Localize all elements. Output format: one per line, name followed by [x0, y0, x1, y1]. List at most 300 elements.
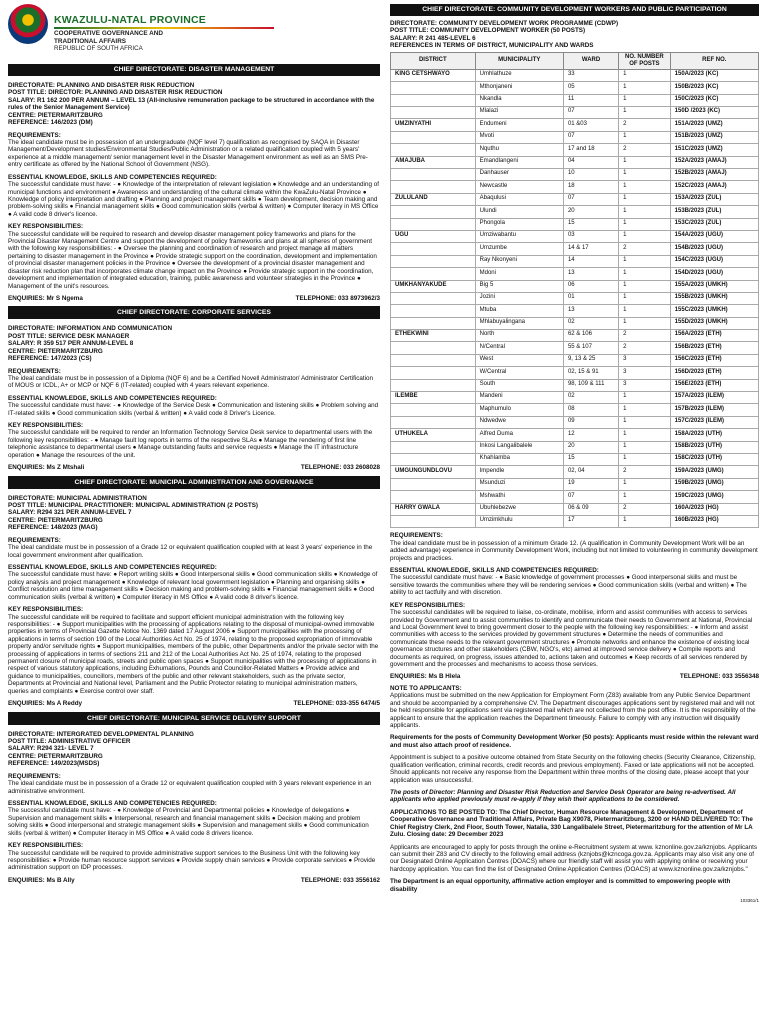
cell-district	[391, 404, 476, 416]
cell-posts: 1	[619, 131, 671, 143]
cell-ward: 9, 13 & 25	[563, 354, 618, 366]
equal-opportunity-statement: The Department is an equal opportunity, affirmative action employer and is committed to empowering people with disability	[390, 878, 731, 893]
cell-district	[391, 342, 476, 354]
cell-district	[391, 515, 476, 527]
cell-ref: 157C/2023 (ILEM)	[670, 416, 758, 428]
table-row	[391, 441, 759, 453]
cell-district: AMAJUBA	[391, 156, 476, 168]
salary-line: SALARY: R294 321- LEVEL 7	[8, 745, 94, 753]
section-body	[8, 76, 380, 307]
cell-district	[391, 131, 476, 143]
postal-address: APPLICATIONS TO BE POSTED TO: The Chief Director, Human Resource Management & Development, Department of Cooperative Governance and Traditional Affairs, Private Bag X9078, Pietermaritzburg, 3200 or HAND DELIVERED TO: The Chief Registry Clerk, 2nd Floor, South Tower, Natalia, 330 Langalibalele Street, Pietermaritzburg for the attention of Mr LA Zulu. Closing date: 29 December 2023	[390, 808, 753, 839]
cell-posts: 1	[619, 230, 671, 242]
cell-ref: 160A/2023 (HG)	[670, 503, 758, 515]
cell-municipality: Mlalazi	[475, 107, 563, 119]
cell-ref: 157B/2023 (ILEM)	[670, 404, 758, 416]
country-name: REPUBLIC OF SOUTH AFRICA	[54, 45, 143, 53]
cell-municipality: Big 5	[475, 280, 563, 292]
table-header-row	[391, 52, 759, 69]
dept-line-1: COOPERATIVE GOVERNANCE AND	[54, 30, 164, 38]
cell-posts: 2	[619, 330, 671, 342]
cell-posts: 3	[619, 379, 671, 391]
references-line: REFERENCES IN TERMS OF DISTRICT, MUNICIPALITY AND WARDS	[390, 42, 594, 50]
competencies-heading: ESSENTIAL KNOWLEDGE, SKILLS AND COMPETENCIES REQUIRED:	[8, 394, 217, 402]
cell-ref: 154A/2023 (UGU)	[670, 230, 758, 242]
competencies	[8, 800, 380, 837]
right-column	[390, 0, 759, 903]
table-row	[391, 206, 759, 218]
cell-ward: 01	[563, 292, 618, 304]
cell-posts: 1	[619, 94, 671, 106]
cell-ref: 156E/2023 (ETH)	[670, 379, 758, 391]
cell-ref: 158A/2023 (UTH)	[670, 429, 758, 441]
cell-district	[391, 181, 476, 193]
cell-posts: 1	[619, 168, 671, 180]
competencies	[8, 564, 380, 601]
requirements	[8, 368, 380, 390]
table-row	[391, 168, 759, 180]
cell-municipality: Ray Nkonyeni	[475, 255, 563, 267]
telephone: TELEPHONE: 033 3556162	[300, 876, 380, 884]
cell-municipality: Mdoni	[475, 268, 563, 280]
cell-district: HARRY GWALA	[391, 503, 476, 515]
post-title-line: POST TITLE: COMMUNITY DEVELOPMENT WORKER (50 POSTS)	[390, 27, 586, 35]
cell-posts: 1	[619, 218, 671, 230]
reference-line: REFERENCE: 146/2023 (DM)	[8, 119, 93, 127]
cell-district	[391, 416, 476, 428]
col-municipality: MUNICIPALITY	[475, 52, 563, 69]
post-title-line: POST TITLE: ADMINISTRATIVE OFFICER	[8, 738, 131, 746]
contact-row	[8, 295, 380, 302]
cell-ref: 153A/2023 (ZUL)	[670, 193, 758, 205]
salary-line: SALARY: R1 162 200 PER ANNUM – LEVEL 13 (All-inclusive remuneration package to be structured in accordance with the rules of the Senior Management Service)	[8, 96, 375, 112]
section-municipal-service-delivery	[8, 713, 380, 889]
table-row	[391, 404, 759, 416]
requirements	[8, 132, 380, 169]
document-code: 103361/1	[740, 898, 759, 904]
cell-ref: 154D/2023 (UGU)	[670, 268, 758, 280]
cell-district	[391, 243, 476, 255]
cell-municipality: Mhlabuyalingana	[475, 317, 563, 329]
section-heading: CHIEF DIRECTORATE: CORPORATE SERVICES	[8, 307, 380, 319]
cell-ward: 06	[563, 280, 618, 292]
cell-ward: 55 & 107	[563, 342, 618, 354]
cell-ref: 152B/2023 (AMAJ)	[670, 168, 758, 180]
table-row	[391, 119, 759, 131]
post-title-line: POST TITLE: DIRECTOR: PLANNING AND DISASTER RISK REDUCTION	[8, 89, 223, 97]
cell-municipality: Nquthu	[475, 144, 563, 156]
centre-line: CENTRE: PIETERMARITZBURG	[8, 752, 103, 760]
cell-ward: 20	[563, 206, 618, 218]
competencies	[390, 567, 759, 597]
cell-municipality: Khahlamba	[475, 453, 563, 465]
cell-posts: 2	[619, 144, 671, 156]
cdwp-post-details	[390, 16, 759, 52]
cell-district: UGU	[391, 230, 476, 242]
cell-district	[391, 168, 476, 180]
table-row	[391, 317, 759, 329]
cell-ward: 07	[563, 491, 618, 503]
cell-ward: 07	[563, 131, 618, 143]
table-row	[391, 416, 759, 428]
cell-municipality: Mshwathi	[475, 491, 563, 503]
cell-posts: 1	[619, 255, 671, 267]
enquiries: ENQUIRIES: Ms B Ally	[8, 876, 75, 884]
directorate-line: DIRECTORATE: INFORMATION AND COMMUNICATION	[8, 325, 173, 333]
cell-district	[391, 453, 476, 465]
cell-posts: 1	[619, 416, 671, 428]
cell-posts: 1	[619, 156, 671, 168]
table-row	[391, 181, 759, 193]
cdw-residence-requirement: Requirements for the posts of Community Development Worker (50 posts): Applicants must reside within the relevant ward and must also attach proof of residence.	[390, 734, 759, 749]
note-to-applicants	[390, 685, 759, 730]
salary-line: SALARY: R294 321 PER ANNUM-LEVEL 7	[8, 509, 132, 517]
cell-ward: 07	[563, 107, 618, 119]
cell-posts: 2	[619, 342, 671, 354]
responsibilities-text: The successful candidate will be required to facilitate and support efficient municipal administration with the following key responsibilities: - ● Support municipalities with the processing of applications relating to the disposal of municipal-owned immovable properties in terms of Provincial Gazette Notice No. 1369 dated 17 August 2006 ● Support municipalities with the processing of applications in terms of section 190 of the Local Authorities Act No. 25 of 1974, relating to the proposed expropriation of immovable property and/or servitude rights ● Support municipalities, members of the public, other Departments and/or the private sector with the processing of applications in terms of sections 211 and 212 of the Local Authorities Act No. 25 of 1974, relating to the proposed permanent closure of municipal roads, streets and public open spaces ● Support municipalities with the processing of applications in respect of various statutory applications, including Exhumations, Pounds and Councillor-Related Matters ● Provide advice and guidance to municipalities, councillors, members of the public and other relevant stakeholders, such as the private sector, Departments at Provincial and National level, Parliament and the Public Protector relating to municipal administration matters, queries and complaints ● Exercise control over staff.	[8, 613, 379, 695]
cell-ref: 156D/2023 (ETH)	[670, 367, 758, 379]
cell-ref: 155D/2023 (UMKH)	[670, 317, 758, 329]
contact-row	[390, 673, 759, 680]
cell-ref: 151A/2023 (UMZ)	[670, 119, 758, 131]
cell-municipality: Umzumbe	[475, 243, 563, 255]
note-text: Applications must be submitted on the new Application for Employment Form (Z83) available from any Public Service Department and should be accompanied by a comprehensive CV. The Department discourages applications sent by registered mail and will not be held responsible for applications sent via registered mail which are not collected from the post office. It is the responsibility of the applicant to ensure that the application reaches the Department timeously. Failure to comply with any instruction will disqualify applicants.	[390, 692, 756, 730]
cell-municipality: Jozini	[475, 292, 563, 304]
cell-ward: 15	[563, 453, 618, 465]
post-title-line: POST TITLE: SERVICE DESK MANAGER	[8, 332, 130, 340]
responsibilities-text: The successful candidate will be required to render an Information Technology Service Desk service to departmental users with the following key responsibilities: - ● Manage fault log reports in terms of the respective SLAs ● Manage the rendering of first line telephonic assistance to departmental users ● Manage outstanding faults and service requests ● Manage the IT infrastructure operation ● Manage the resources of the unit.	[8, 429, 373, 459]
cell-ward: 17 and 18	[563, 144, 618, 156]
competencies-heading: ESSENTIAL KNOWLEDGE, SKILLS AND COMPETENCIES REQUIRED:	[8, 563, 217, 571]
cell-municipality: Newcastle	[475, 181, 563, 193]
competencies-heading: ESSENTIAL KNOWLEDGE, SKILLS AND COMPETENCIES REQUIRED:	[8, 799, 217, 807]
cell-ref: 152A/2023 (AMAJ)	[670, 156, 758, 168]
cell-district	[391, 107, 476, 119]
table-row	[391, 94, 759, 106]
cell-ward: 13	[563, 268, 618, 280]
cell-ward: 08	[563, 404, 618, 416]
cell-posts: 1	[619, 515, 671, 527]
directorate-line: DIRECTORATE: PLANNING AND DISASTER RISK REDUCTION	[8, 82, 195, 90]
telephone: TELEPHONE: 033 8973962/3	[295, 294, 380, 302]
table-row	[391, 379, 759, 391]
readvertised-note: The posts of Director: Planning and Disaster Risk Reduction and Service Desk Operator are being re-advertised. All applicants who applied previously must re-apply if they wish their applications to be considered.	[390, 788, 736, 804]
competencies-heading: ESSENTIAL KNOWLEDGE, SKILLS AND COMPETENCIES REQUIRED:	[8, 173, 217, 181]
cell-posts: 1	[619, 280, 671, 292]
cell-municipality: Umhlathuze	[475, 69, 563, 81]
requirements-heading: REQUIREMENTS:	[8, 131, 61, 139]
cell-district: UMZINYATHI	[391, 119, 476, 131]
section-body	[8, 725, 380, 889]
cell-ref: 156C/2023 (ETH)	[670, 354, 758, 366]
responsibilities	[8, 842, 380, 872]
cell-district: UTHUKELA	[391, 429, 476, 441]
cell-district: KING CETSHWAYO	[391, 69, 476, 81]
contact-row	[8, 464, 380, 471]
cell-ward: 62 & 106	[563, 330, 618, 342]
requirements-text: The ideal candidate must be in possession of an undergraduate (NQF level 7) qualification as recognised by SAQA in Disaster Management/Development studies/Environmental Studies/Public Administration or a related qualification coupled with 5 years' experience at a middle management/ senior management level in the Disaster Management environment as well as an SMS Pre-entry certificate as offered by the National School of Government (NSG).	[8, 138, 368, 169]
enquiries: ENQUIRIES: Ms Z Mtshali	[8, 464, 85, 472]
competencies-text: The successful candidate must have: ● Report writing skills ● Good Interpersonal skills ● Good communication skills ● Knowledge of policy analysis and project management ● Knowledge of relevant local government legislation ● Planning and organising skills ● Conflict resolution and time management skills ● Decision making and problem-solving skills ● Financial management skills ● Good communication skills (verbal & written) ● Computer literacy in MS Office ● A valid code 8 driver's licence.	[8, 571, 378, 601]
cell-municipality: Alfred Duma	[475, 429, 563, 441]
brand-divider	[54, 27, 274, 29]
cell-municipality: West	[475, 354, 563, 366]
table-row	[391, 107, 759, 119]
cell-posts: 1	[619, 268, 671, 280]
requirements-heading: REQUIREMENTS:	[8, 536, 61, 544]
cell-municipality: South	[475, 379, 563, 391]
cell-ref: 153C/2023 (ZUL)	[670, 218, 758, 230]
cell-municipality: Endumeni	[475, 119, 563, 131]
table-row	[391, 144, 759, 156]
cell-posts: 1	[619, 453, 671, 465]
cell-ward: 15	[563, 218, 618, 230]
responsibilities-heading: KEY RESPONSIBILITIES:	[8, 223, 84, 231]
cell-ward: 02, 04	[563, 466, 618, 478]
cell-district	[391, 354, 476, 366]
responsibilities	[390, 602, 759, 669]
cell-ref: 156A/2023 (ETH)	[670, 330, 758, 342]
cell-municipality: Mtuba	[475, 305, 563, 317]
cell-ward: 11	[563, 94, 618, 106]
responsibilities-text: The successful candidates will be required to liaise, co-ordinate, mobilise, inform and assist communities with access to services provided by Government and to assist communities to identify and communicate their needs to Government at National, Provincial and Local Government level to bring government closer to the people with the following key responsibilities: - ● Inform and assist communities with access to the services provided by government structures ● Determine the needs of communities and communicate these needs to the relevant government structures ● Promote networks and enhance the existence of existing local governance structures and other stakeholders (CBW, NGO's, etc) aimed at improved service delivery ● Compile reports and documents as required, on progress, issues attended to, actions taken and outcomes ● Keep records of all services rendered by government and the processes and mechanisms to access those services.	[390, 609, 753, 669]
section-heading-cdw: CHIEF DIRECTORATE: COMMUNITY DEVELOPMENT WORKERS AND PUBLIC PARTICIPATION	[390, 4, 759, 16]
cell-municipality: N/Central	[475, 342, 563, 354]
cell-ref: 153B/2023 (ZUL)	[670, 206, 758, 218]
left-column	[8, 0, 380, 888]
cell-district	[391, 268, 476, 280]
table-row	[391, 466, 759, 478]
section-disaster-management	[8, 64, 380, 307]
section-heading: CHIEF DIRECTORATE: DISASTER MANAGEMENT	[8, 64, 380, 76]
requirements-text: The ideal candidate must be in possession of a Grade 12 or equivalent qualification coupled with at least 3 years' experience in the local government environment after qualification.	[8, 544, 373, 559]
cell-ward: 04	[563, 156, 618, 168]
cell-ref: 150D /2023 (KC)	[670, 107, 758, 119]
cell-ref: 157A/2023 (ILEM)	[670, 392, 758, 404]
cell-district	[391, 94, 476, 106]
directorate-line: DIRECTORATE: INTERGRATED DEVELOPMENTAL PLANNING	[8, 730, 194, 738]
competencies	[8, 395, 380, 417]
table-row	[391, 268, 759, 280]
note-heading: NOTE TO APPLICANTS:	[390, 684, 462, 692]
appointment-conditions: Appointment is subject to a positive outcome obtained from State Security on the following checks (Security Clearance, Citizenship, qualification verification, criminal records, credit records and previous employment). Faxed or late applications will not be accepted. Should applicants not receive any response from the Department within three months of the closing date, please accept that your application was unsuccessful.	[390, 754, 756, 784]
online-application-info: Applicants are encouraged to apply for posts through the online e-Recruitment system at www. kznonline.gov.za/kznjobs. Applicants can submit their Z83 and CV directly to the following email address (kznjobs@kzncoga.gov.za. Applicants may also visit any one of our Designated Online Application Centres (DOACS) where our friendly staff will assist you with applying online or receiving your hardcopy application. You can find the list of Designated Online Application Centres (DOACS) at www.kznonline.gov.za/kznjobs."	[390, 843, 758, 873]
cell-municipality: Abaqulusi	[475, 193, 563, 205]
directorate-line: DIRECTORATE: COMMUNITY DEVELOPMENT WORK PROGRAMME (CDWP)	[390, 20, 619, 28]
coat-of-arms-icon	[8, 4, 48, 44]
cell-posts: 1	[619, 441, 671, 453]
requirements-text: The ideal candidate must be in possession of a Grade 12 or equivalent qualification coupled with 3 years relevant experience in an administrative environment.	[8, 780, 372, 795]
reference-line: REFERENCE: 148/2023 (MAG)	[8, 524, 98, 532]
cell-posts: 1	[619, 317, 671, 329]
cell-municipality: Ulundi	[475, 206, 563, 218]
enquiries: ENQUIRIES: Mr S Ngema	[8, 294, 83, 302]
cell-posts: 1	[619, 193, 671, 205]
cell-ref: 159B/2023 (UMG)	[670, 478, 758, 490]
requirements	[390, 532, 759, 562]
table-row	[391, 193, 759, 205]
requirements	[8, 773, 380, 795]
cell-posts: 3	[619, 367, 671, 379]
cell-posts: 1	[619, 491, 671, 503]
cell-district: ILEMBE	[391, 392, 476, 404]
cell-municipality: Impendle	[475, 466, 563, 478]
cell-ward: 98, 109 & 111	[563, 379, 618, 391]
salary-line: SALARY: R 359 517 PER ANNUM-LEVEL 8	[8, 340, 134, 348]
cell-district	[391, 478, 476, 490]
cell-posts: 1	[619, 305, 671, 317]
cell-ref: 158C/2023 (UTH)	[670, 453, 758, 465]
cell-ward: 33	[563, 69, 618, 81]
cell-ref: 158B/2023 (UTH)	[670, 441, 758, 453]
reference-line: REFERENCE: 149/2023(MSDS)	[8, 760, 100, 768]
table-row	[391, 503, 759, 515]
requirements	[8, 537, 380, 559]
cell-posts: 1	[619, 478, 671, 490]
table-row	[391, 429, 759, 441]
cell-ref: 150A/2023 (KC)	[670, 69, 758, 81]
province-name: KWAZULU-NATAL PROVINCE	[54, 14, 206, 26]
cell-district	[391, 441, 476, 453]
cell-posts: 2	[619, 243, 671, 255]
cell-municipality: Ubuhlebezwe	[475, 503, 563, 515]
cell-ref: 159A/2023 (UMG)	[670, 466, 758, 478]
cell-ref: 150B/2023 (KC)	[670, 82, 758, 94]
cell-ward: 02, 15 & 91	[563, 367, 618, 379]
cell-district	[391, 255, 476, 267]
competencies-text: The successful candidate must have: - ● Knowledge of the Service Desk ● Communication and listening skills ● Problem solving and IT-related skills ● Good communication skills (verbal & written) ● A valid code 8 Driver's Licence.	[8, 402, 379, 417]
table-row	[391, 230, 759, 242]
table-row	[391, 478, 759, 490]
cell-municipality: Nkandla	[475, 94, 563, 106]
cell-district	[391, 218, 476, 230]
cell-ref: 156B/2023 (ETH)	[670, 342, 758, 354]
cell-posts: 1	[619, 429, 671, 441]
contact-row	[8, 877, 380, 884]
cell-posts: 2	[619, 466, 671, 478]
cell-district	[391, 144, 476, 156]
responsibilities-heading: KEY RESPONSIBILITIES:	[8, 606, 84, 614]
table-row	[391, 491, 759, 503]
cell-ref: 151C/2023 (UMZ)	[670, 144, 758, 156]
cell-district	[391, 292, 476, 304]
cell-district: ETHEKWINI	[391, 330, 476, 342]
section-heading: CHIEF DIRECTORATE: MUNICIPAL SERVICE DELIVERY SUPPORT	[8, 713, 380, 725]
table-row	[391, 453, 759, 465]
reference-line: REFERENCE: 147/2023 (CS)	[8, 355, 92, 363]
cell-ref: 152C/2023 (AMAJ)	[670, 181, 758, 193]
responsibilities	[8, 223, 380, 290]
table-row	[391, 354, 759, 366]
cell-ward: 07	[563, 193, 618, 205]
cell-district: UMGUNGUNDLOVU	[391, 466, 476, 478]
table-row	[391, 342, 759, 354]
enquiries: ENQUIRIES: Ms A Reddy	[8, 700, 83, 708]
cell-ward: 12	[563, 429, 618, 441]
dept-line-2: TRADITIONAL AFFAIRS	[54, 37, 127, 45]
competencies-text: The successful candidate must have: - ● Knowledge of Provincial and Departmental policies ● Knowledge of delegations ● Supervision and management skills ● Interpersonal, research and financial management skills ● Decision making and problem solving skills ● Good interpersonal and strategic management skills ● Supervision and management skills ● Good communication skills (verbal & written) ● Computer literacy in MS Office ● A valid code 8 drivers licence.	[8, 807, 369, 837]
requirements-text: The ideal candidate must be in possession of a minimum Grade 12. (A qualification in Community Development Work will be an added advantage) experience in Community Development Work, including but not limited to volunteering in community development projects and practices.	[390, 539, 758, 562]
cell-posts: 1	[619, 404, 671, 416]
cell-ward: 03	[563, 230, 618, 242]
section-corporate-services	[8, 307, 380, 476]
cell-municipality: Emandlangeni	[475, 156, 563, 168]
col-ref: REF NO.	[670, 52, 758, 69]
competencies-text: The successful candidate must have: - ● Knowledge of the interpretation of relevant legislation ● Knowledge and an understanding of municipal functions and environment ● Awareness and understanding of the cultural climate within the KwaZulu-Natal Province ● Knowledge of policy interpretation and drafting ● Planning and project management skills ● Team development, decision making and problem-solving skills ● Financial management skills ● Good communication skills (verbal & written) ● Computer literacy in MS Office ● A valid code 8 driver's licence.	[8, 181, 379, 218]
cell-ref: 155A/2023 (UMKH)	[670, 280, 758, 292]
cell-posts: 2	[619, 119, 671, 131]
cell-municipality: Inkosi Langalibalele	[475, 441, 563, 453]
col-ward: WARD	[563, 52, 618, 69]
enquiries: ENQUIRIES: Ms B Hlela	[390, 673, 461, 681]
competencies-heading: ESSENTIAL KNOWLEDGE, SKILLS AND COMPETENCIES REQUIRED:	[390, 567, 599, 574]
cell-ward: 05	[563, 82, 618, 94]
competencies	[8, 174, 380, 219]
directorate-line: DIRECTORATE: MUNICIPAL ADMINISTRATION	[8, 494, 147, 502]
cell-municipality: Umzimkhulu	[475, 515, 563, 527]
cell-municipality: W/Central	[475, 367, 563, 379]
cell-ward: 10	[563, 168, 618, 180]
cell-municipality: Msunduzi	[475, 478, 563, 490]
table-row	[391, 515, 759, 527]
table-row	[391, 82, 759, 94]
table-row	[391, 255, 759, 267]
salary-line: SALARY: R 241 485-LEVEL 6	[390, 34, 476, 42]
requirements-heading: REQUIREMENTS:	[390, 532, 443, 540]
table-row	[391, 156, 759, 168]
cell-ref: 150C/2023 (KC)	[670, 94, 758, 106]
cell-district	[391, 317, 476, 329]
post-title-line: POST TITLE: MUNICIPAL PRACTITIONER: MUNICIPAL ADMINISTRATION (2 POSTS)	[8, 502, 259, 510]
cell-posts: 2	[619, 503, 671, 515]
contact-row	[8, 700, 380, 707]
telephone: TELEPHONE: 033 3556348	[679, 673, 759, 681]
cell-ward: 01 &03	[563, 119, 618, 131]
cell-ward: 18	[563, 181, 618, 193]
posts-table	[390, 52, 759, 529]
cell-municipality: North	[475, 330, 563, 342]
cell-municipality: Mvoti	[475, 131, 563, 143]
cell-ward: 02	[563, 392, 618, 404]
cell-posts: 1	[619, 107, 671, 119]
post-details	[8, 82, 380, 127]
telephone: TELEPHONE: 033 2608028	[300, 464, 380, 472]
post-details	[8, 731, 380, 768]
cell-ward: 14 & 17	[563, 243, 618, 255]
cell-district	[391, 82, 476, 94]
cell-ward: 06 & 09	[563, 503, 618, 515]
requirements-heading: REQUIREMENTS:	[8, 367, 61, 375]
cell-ward: 14	[563, 255, 618, 267]
cell-ref: 160B/2023 (HG)	[670, 515, 758, 527]
cell-ref: 154B/2023 (UGU)	[670, 243, 758, 255]
cell-municipality: Mandeni	[475, 392, 563, 404]
col-posts: NO. NUMBER OF POSTS	[619, 52, 671, 69]
section-body	[8, 319, 380, 476]
table-body	[391, 69, 759, 527]
responsibilities-heading: KEY RESPONSIBILITIES:	[8, 842, 84, 850]
col-district: DISTRICT	[391, 52, 476, 69]
cell-district: ZULULAND	[391, 193, 476, 205]
responsibilities-heading: KEY RESPONSIBILITIES:	[8, 422, 84, 430]
competencies-text: The successful candidate must have: - ● Basic knowledge of government processes ● Good interpersonal skills and must be sensitive towards the communities where they will be rendering services ● Good communication skills (verbal and written) ● The ability to act tactfully and with discretion.	[390, 574, 747, 597]
cell-posts: 3	[619, 354, 671, 366]
cell-ref: 155B/2023 (UMKH)	[670, 292, 758, 304]
section-municipal-administration	[8, 477, 380, 713]
cell-district	[391, 491, 476, 503]
post-details	[8, 325, 380, 362]
cell-municipality: Phongola	[475, 218, 563, 230]
